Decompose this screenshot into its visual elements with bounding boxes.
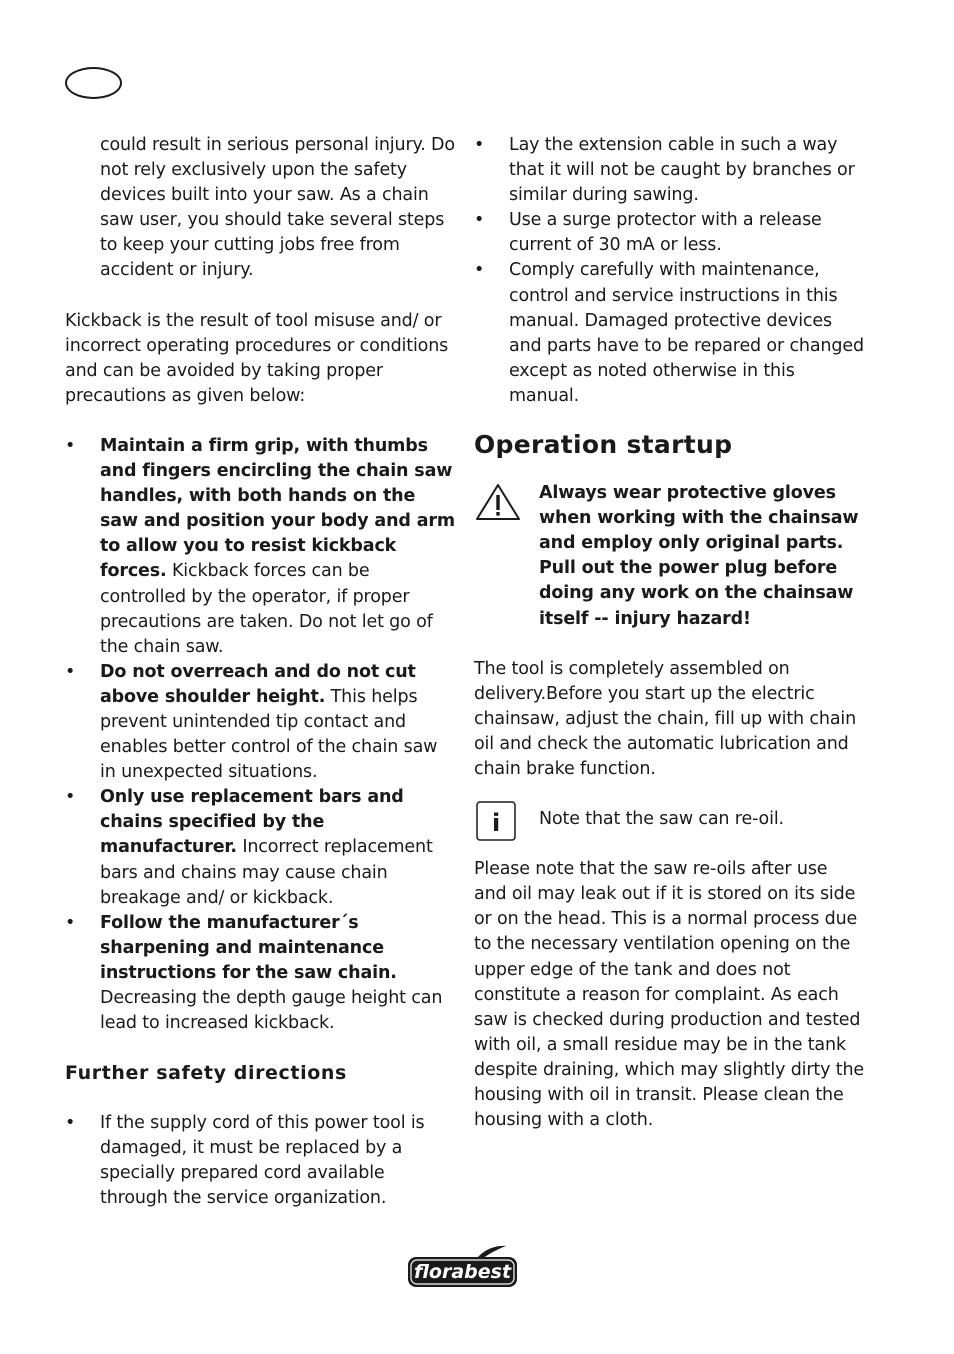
bullet-icon: •: [65, 787, 76, 808]
right-column: [474, 133, 864, 1133]
bullet-text: Use a surge protector with a release current of 30 mA or less.: [509, 210, 822, 256]
info-note: [474, 807, 864, 838]
further-safety-heading: Further safety directions: [65, 1062, 347, 1085]
bullet-icon: •: [65, 435, 76, 456]
list-item: [474, 258, 864, 409]
logo-text: florabest: [413, 1261, 512, 1283]
language-indicator-oval: [65, 67, 122, 99]
bullet-text: Comply carefully with maintenance, control and service instructions in this manual. Damaged protective devices and parts have to be repared or changed except as noted otherwise in this manual.: [509, 260, 864, 406]
electrical-bullet-list: [474, 133, 864, 409]
bullet-icon: •: [474, 260, 485, 281]
bullet-icon: •: [474, 135, 485, 155]
kickback-bullet-list: [65, 434, 455, 1036]
operation-startup-heading: Operation startup: [474, 430, 733, 460]
bullet-icon: •: [474, 210, 485, 231]
bullet-text: If the supply cord of this power tool is damaged, it must be replaced by a specially prepared cord available through the service organization.: [100, 1113, 425, 1209]
info-note-text: Note that the saw can re-oil.: [539, 809, 784, 830]
list-item: [65, 434, 455, 660]
reoil-text: Please note that the saw re-oils after use and oil may leak out if it is stored on its side or on the head. This is a normal process due to the necessary ventilation opening on the upper edge of the tank and does not constitute a reason for complaint. As each saw is checked during production and tested with oil, a small residue may be in the tank despite draining, which may slightly dirty the housing with oil in transit. Please clean the housing with a cloth.: [474, 859, 865, 1131]
info-icon-glyph: i: [491, 809, 501, 838]
bullet-icon: •: [65, 661, 76, 682]
bullet-text: Decreasing the depth gauge height can lead to increased kickback.: [100, 988, 443, 1034]
continuation-text: could result in serious personal injury. Do not rely exclusively upon the safety devices built into your saw. As a chain saw user, you should take several steps to keep your cutting jobs free from accident or injury.: [100, 135, 455, 281]
bullet-text: Incorrect replacement bars and chains may cause chain breakage and/ or kickback.: [100, 837, 433, 908]
bullet-icon: •: [65, 912, 76, 933]
list-item: [65, 660, 455, 785]
list-item: [65, 911, 455, 1036]
bullet-bold-text: Maintain a firm grip, with thumbs and fingers encircling the chain saw handles, with both hands on the saw and position your body and arm to allow you to resist kickback forces.: [100, 435, 455, 582]
florabest-logo: [406, 1245, 519, 1289]
list-item: [474, 133, 864, 208]
bullet-bold-text: Only use replacement bars and chains specified by the manufacturer.: [100, 787, 404, 858]
warning-triangle-icon: [474, 481, 522, 521]
info-icon: [474, 800, 518, 842]
assembled-text: The tool is completely assembled on delivery.Before you start up the electric chainsaw, adjust the chain, fill up with chain oil and check the automatic lubrication and chain brake function.: [474, 658, 857, 779]
further-bullet-list: [65, 1111, 455, 1211]
bullet-text: Lay the extension cable in such a way that it will not be caught by branches or similar during sawing.: [509, 135, 855, 206]
list-item: [65, 1111, 455, 1211]
bullet-text: This helps prevent unintended tip contact and enables better control of the chain saw in unexpected situations.: [100, 686, 438, 783]
list-item: [474, 208, 864, 258]
bullet-text: Kickback forces can be controlled by the operator, if proper precautions are taken. Do not let go of the chain saw.: [100, 561, 433, 657]
left-column: [65, 133, 455, 1212]
bullet-bold-text: Follow the manufacturer´s sharpening and maintenance instructions for the saw chain.: [100, 912, 397, 983]
bullet-icon: •: [65, 1113, 76, 1134]
warning-note: [474, 481, 864, 632]
bullet-bold-text: Do not overreach and do not cut above shoulder height.: [100, 661, 416, 707]
kickback-intro: Kickback is the result of tool misuse and/ or incorrect operating procedures or conditions and can be avoided by taking proper precautions as given below:: [65, 310, 449, 406]
list-item: [65, 785, 455, 910]
warning-text: Always wear protective gloves when working with the chainsaw and employ only original parts. Pull out the power plug before doing any work on the chainsaw itself -- injury hazard!: [539, 483, 859, 629]
